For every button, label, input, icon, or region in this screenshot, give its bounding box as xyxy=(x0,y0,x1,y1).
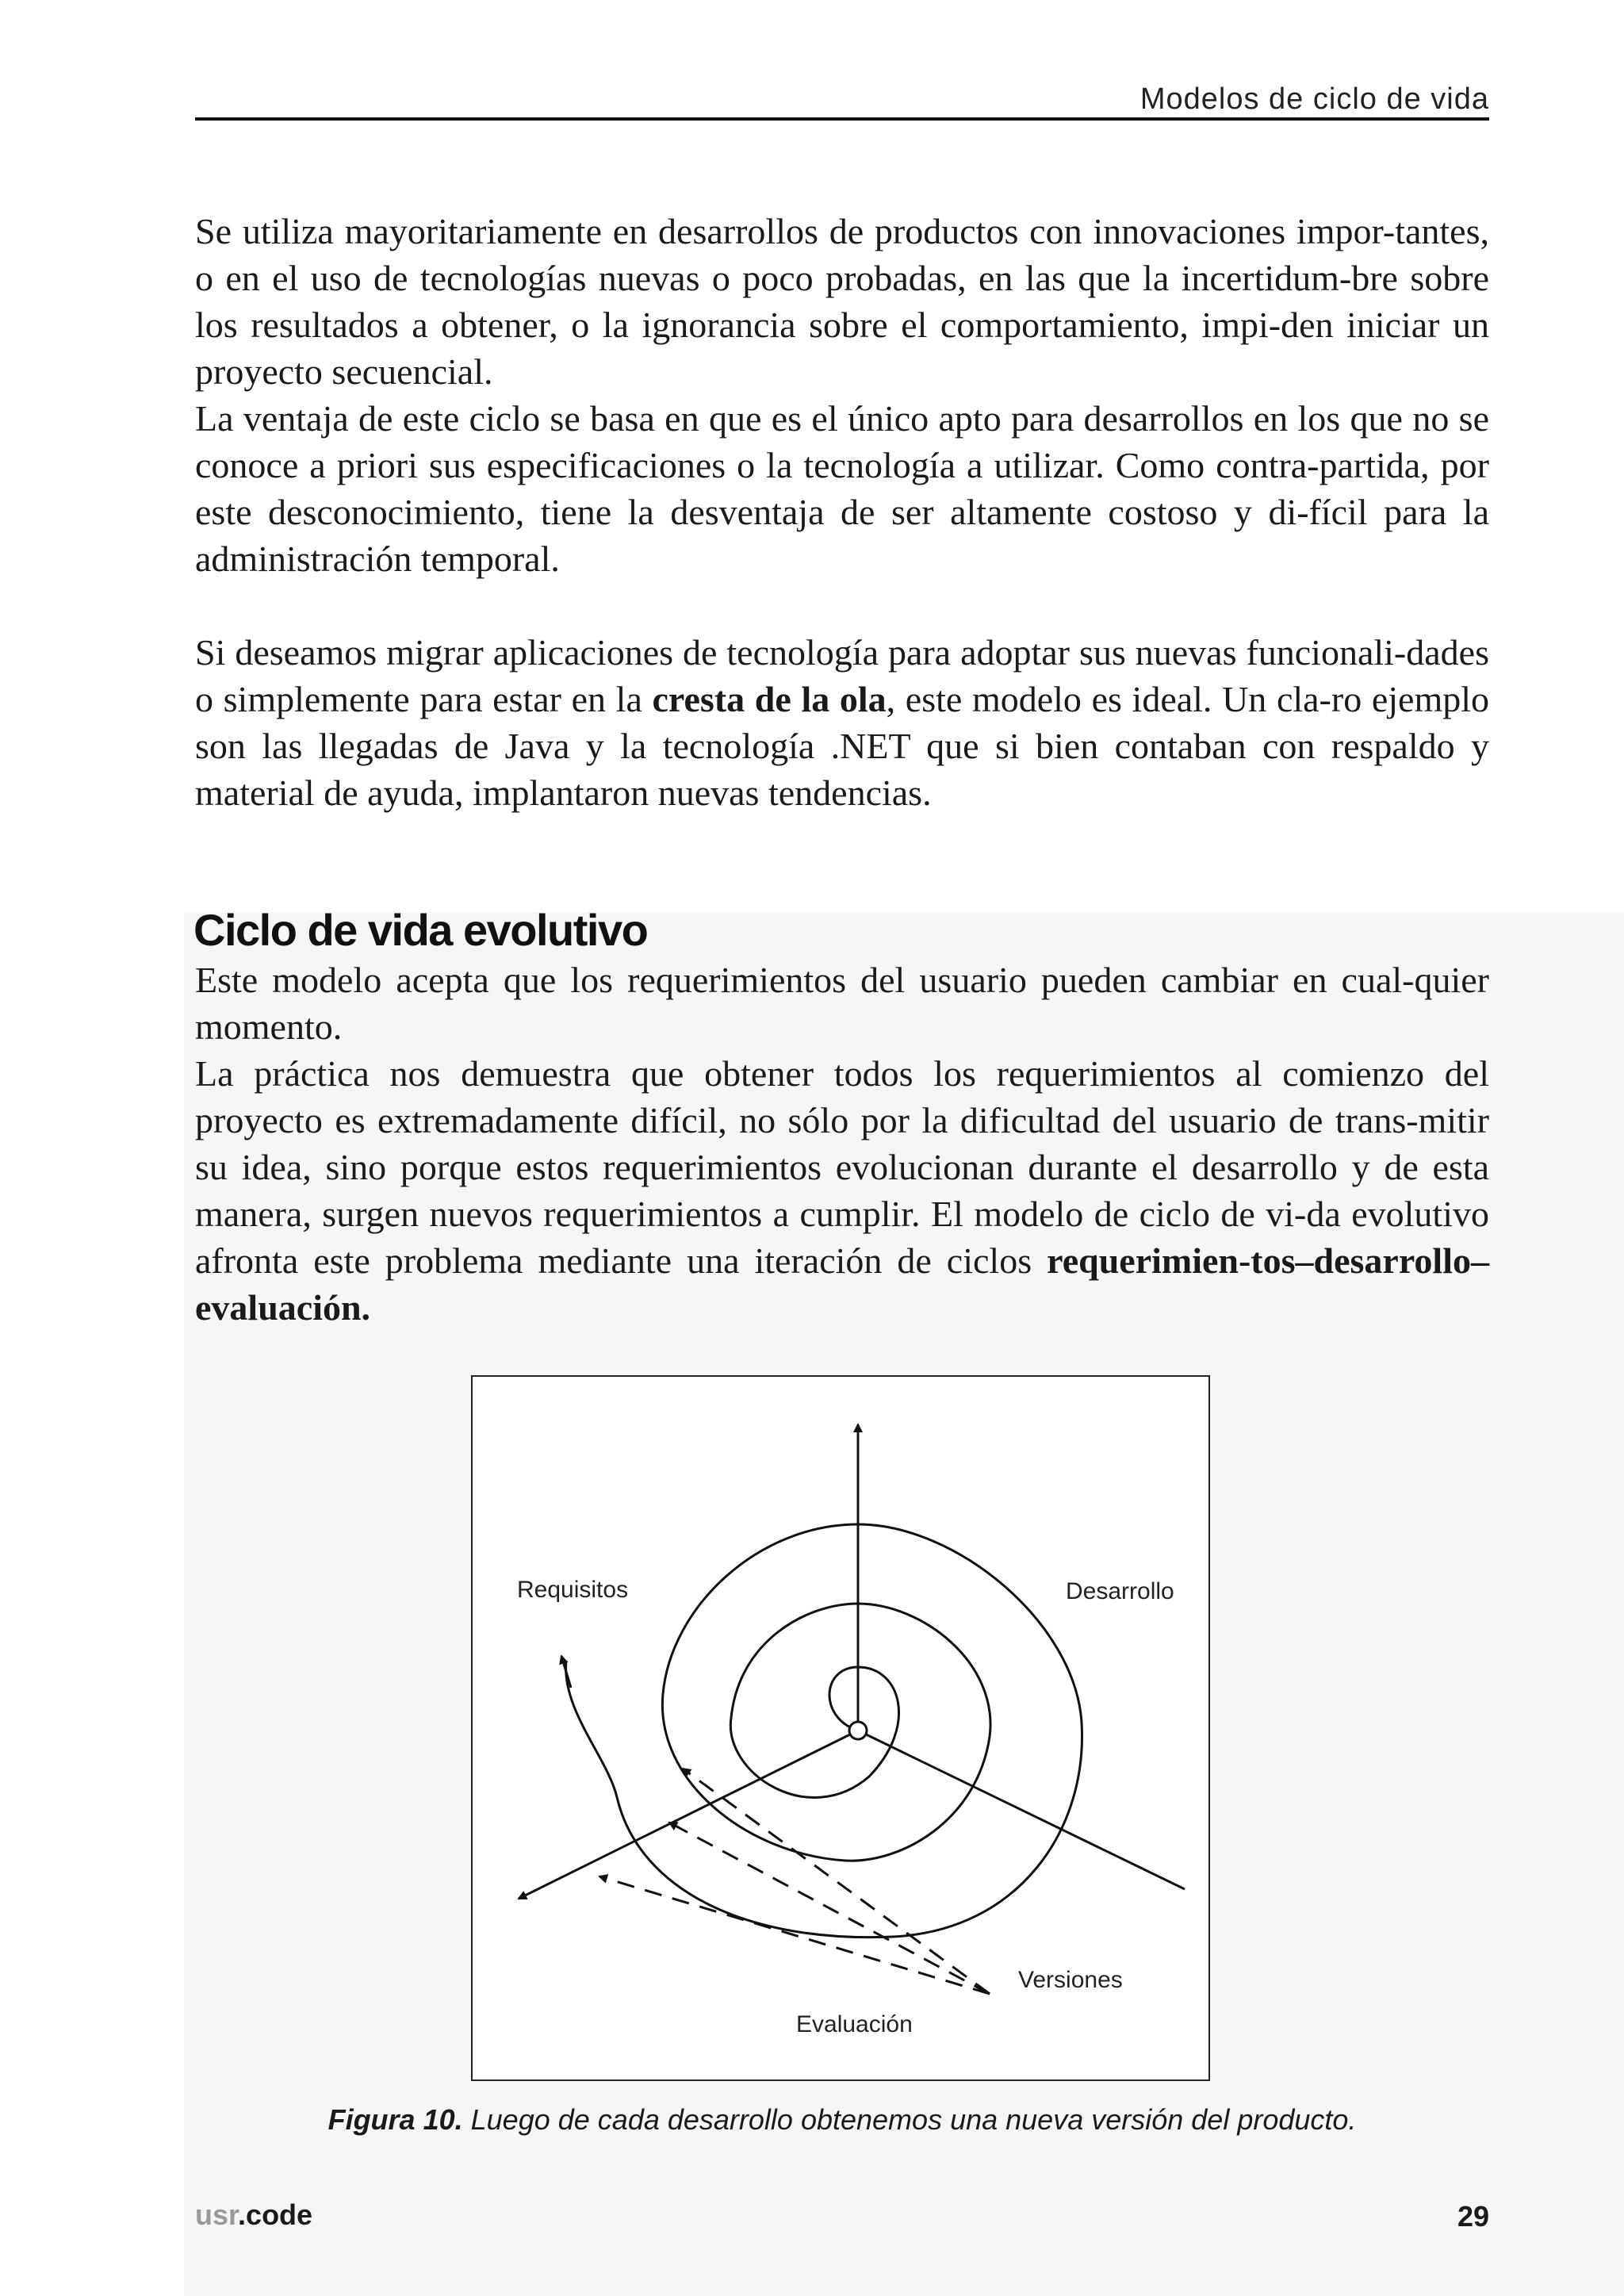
version-arrow-3 xyxy=(599,1876,990,1994)
paragraph-3 xyxy=(195,629,1489,816)
section-heading: Ciclo de vida evolutivo xyxy=(193,905,648,955)
label-evaluacion: Evaluación xyxy=(796,2011,913,2037)
diagram-svg xyxy=(473,1377,1212,2083)
label-desarrollo: Desarrollo xyxy=(1066,1578,1174,1604)
axis-down-right-line xyxy=(858,1731,1185,1889)
section-paragraph-2-text: La práctica nos demuestra que obtener todos los requerimientos al comienzo del proyecto es extremadamente difícil, no sólo por la dificultad del usuario de trans-mitir su idea, sino porque estos requerimientos evolucionan durante el desarrollo y de esta manera, surgen nuevos requerimientos a cumplir. El modelo de ciclo de vi-da evolutivo afronta este problema mediante una iteración de ciclos xyxy=(195,1053,1489,1281)
footer-brand xyxy=(195,2198,312,2232)
paragraph-3-start: Si deseamos migrar aplicaciones de tecnología para adoptar sus nuevas funcionali-dades o simplemente para estar en la xyxy=(195,632,1489,719)
label-versiones: Versiones xyxy=(1018,1967,1123,1993)
paragraph-1: Se utiliza mayoritariamente en desarrollos de productos con innovaciones impor-tantes, o en el uso de tecnologías nuevas o poco probadas, en las que la incertidum-bre sobre los resultados a obtener, o la ignorancia sobre el comportamiento, impi-den iniciar un proyecto secuencial. xyxy=(195,211,1489,392)
section-paragraph-2 xyxy=(195,1050,1489,1331)
figure-caption-text: Luego de cada desarrollo obtenemos una nueva versión del producto. xyxy=(462,2103,1357,2136)
intro-text-block xyxy=(195,208,1489,816)
section-text-block xyxy=(195,956,1489,1331)
brand-code: .code xyxy=(238,2198,313,2231)
bold-term-cresta: cresta de la ola xyxy=(652,679,887,719)
version-arrow-1 xyxy=(683,1769,990,1994)
label-requisitos: Requisitos xyxy=(517,1577,629,1603)
paragraph-2: La ventaja de este ciclo se basa en que es el único apto para desarrollos en los que no se conoce a priori sus especificaciones o la tecnología a utilizar. Como contra-partida, por este desconocimiento, tiene la desventaja de ser altamente costoso y di-fícil para la administración temporal. xyxy=(195,398,1489,579)
axis-down-left-arrow xyxy=(519,1731,858,1899)
spiral-path xyxy=(566,1524,1082,1938)
figure-number: Figura 10. xyxy=(327,2103,463,2136)
evolutionary-diagram xyxy=(471,1375,1210,2081)
section-paragraph-1: Este modelo acepta que los requerimientos del usuario pueden cambiar en cual-quier momento. xyxy=(195,960,1489,1047)
bold-term-cycle: requerimien-tos–desarrollo–evaluación. xyxy=(195,1240,1489,1328)
running-header-title: Modelos de ciclo de vida xyxy=(1139,82,1489,116)
header-rule xyxy=(195,117,1489,121)
figure-caption xyxy=(195,2103,1489,2137)
paragraph-3-end: , este modelo es ideal. Un cla-ro ejemplo son las llegadas de Java y la tecnología .NET que si bien contaban con respaldo y material de ayuda, implantaron nuevas tendencias. xyxy=(195,679,1490,813)
center-node xyxy=(849,1722,867,1739)
page-number: 29 xyxy=(1457,2200,1489,2233)
brand-usr: usr xyxy=(195,2198,239,2231)
